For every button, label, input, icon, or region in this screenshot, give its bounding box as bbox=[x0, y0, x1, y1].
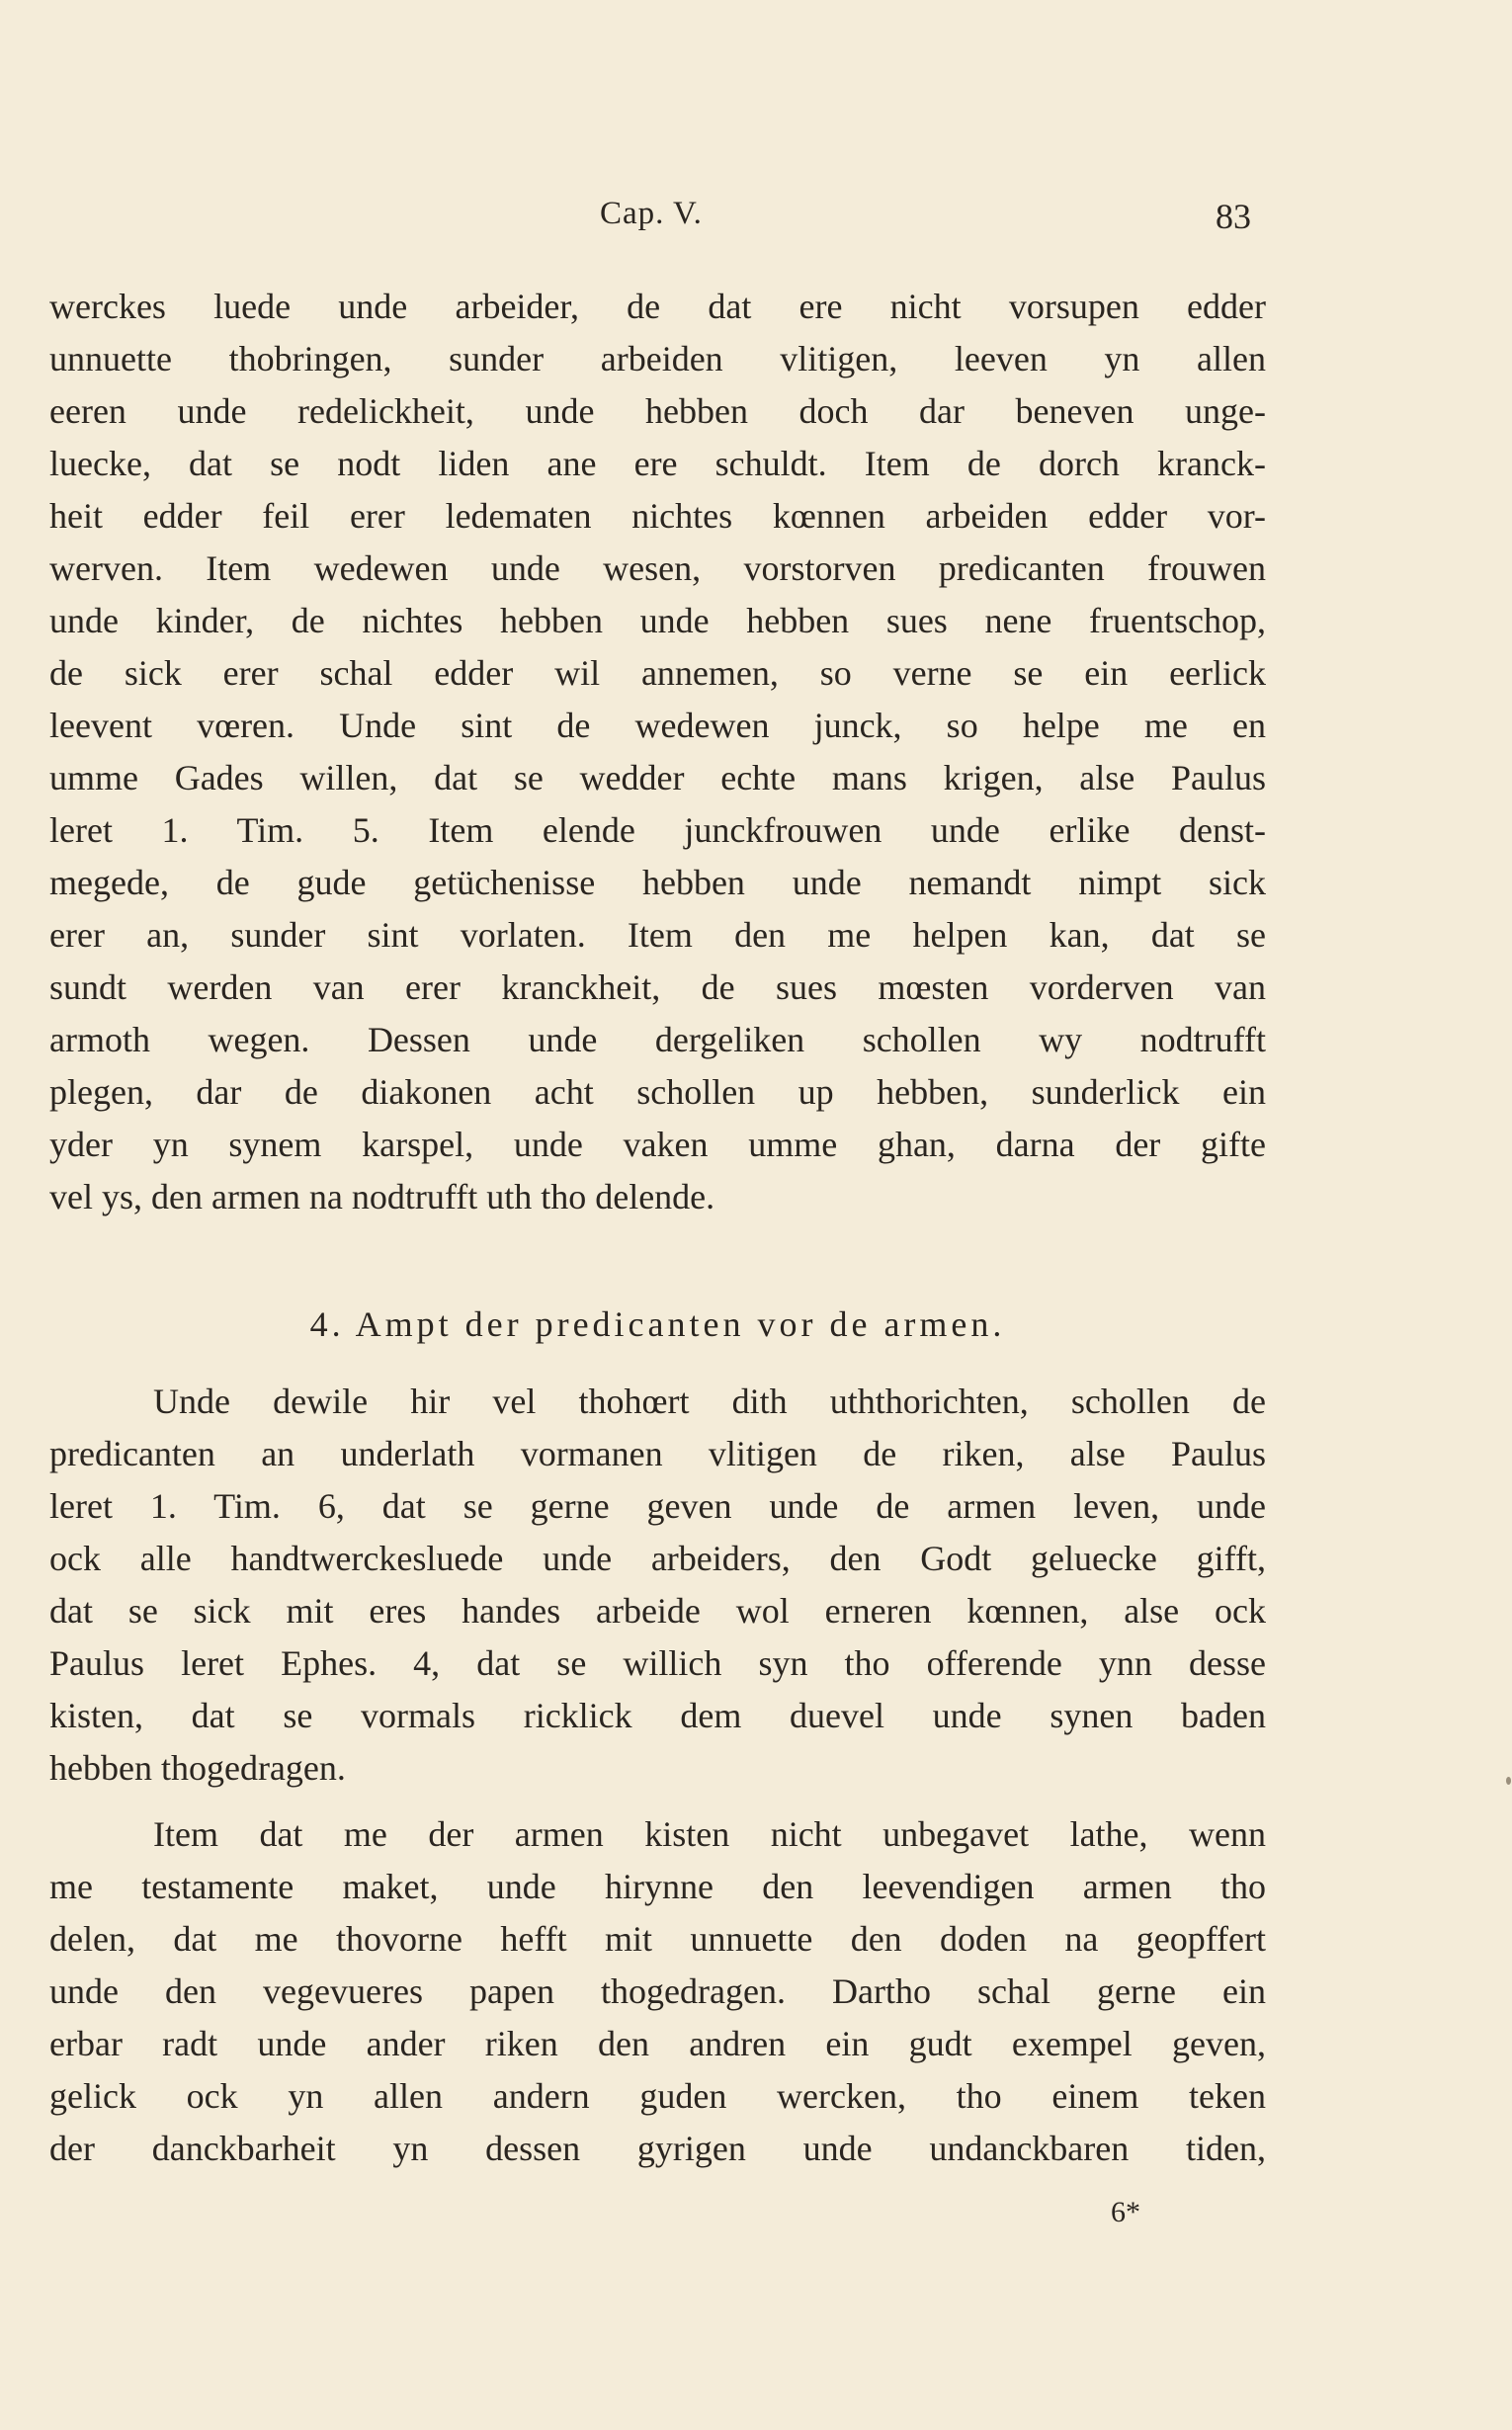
text-line: heit edder feil erer ledematen nichtes kœnnen arbeiden edder vor- bbox=[49, 496, 1266, 536]
text-line: leret 1. Tim. 6, dat se gerne geven unde de armen leven, unde bbox=[49, 1486, 1266, 1526]
text-line: unnuette thobringen, sunder arbeiden vlitigen, leeven yn allen bbox=[49, 339, 1266, 378]
text-line: predicanten an underlath vormanen vlitigen de riken, alse Paulus bbox=[49, 1434, 1266, 1473]
text-line: leevent vœren. Unde sint de wedewen junck, so helpe me en bbox=[49, 706, 1266, 745]
signature-mark: 6* bbox=[1111, 2196, 1140, 2228]
text-line: vel ys, den armen na nodtrufft uth tho delende. bbox=[49, 1177, 715, 1216]
section-heading: 4. Ampt der predicanten vor de armen. bbox=[309, 1304, 1006, 1344]
text-line: erer an, sunder sint vorlaten. Item den me helpen kan, dat se bbox=[49, 915, 1266, 955]
text-line: eeren unde redelickheit, unde hebben doch dar beneven unge- bbox=[49, 391, 1266, 431]
text-line: sundt werden van erer kranckheit, de sues mœsten vorderven van bbox=[49, 967, 1266, 1007]
text-line: de sick erer schal edder wil annemen, so verne se ein eerlick bbox=[49, 653, 1266, 693]
text-line: yder yn synem karspel, unde vaken umme ghan, darna der gifte bbox=[49, 1125, 1266, 1164]
text-line: luecke, dat se nodt liden ane ere schuldt. Item de dorch kranck- bbox=[49, 444, 1266, 483]
text-line: werckes luede unde arbeider, de dat ere nicht vorsupen edder bbox=[49, 287, 1266, 326]
paper-speck bbox=[1506, 1777, 1511, 1785]
page-number: 83 bbox=[1216, 197, 1251, 236]
text-line: leret 1. Tim. 5. Item elende junckfrouwen unde erlike denst- bbox=[49, 810, 1266, 850]
text-line: megede, de gude getüchenisse hebben unde nemandt nimpt sick bbox=[49, 863, 1266, 902]
text-line: unde den vegevueres papen thogedragen. Dartho schal gerne ein bbox=[49, 1971, 1266, 2011]
paragraph-2 bbox=[49, 1376, 1266, 1795]
text-line: Paulus leret Ephes. 4, dat se willich syn tho offerende ynn desse bbox=[49, 1643, 1266, 1683]
text-line: unde kinder, de nichtes hebben unde hebben sues nene fruentschop, bbox=[49, 601, 1266, 640]
paragraph-1 bbox=[49, 281, 1266, 1223]
text-line: armoth wegen. Dessen unde dergeliken schollen wy nodtrufft bbox=[49, 1020, 1266, 1059]
text-line: kisten, dat se vormals ricklick dem duevel unde synen baden bbox=[49, 1696, 1266, 1735]
text-line: umme Gades willen, dat se wedder echte mans krigen, alse Paulus bbox=[49, 758, 1266, 797]
text-line: hebben thogedragen. bbox=[49, 1748, 346, 1788]
running-head: Cap. V. bbox=[600, 196, 703, 231]
text-line: der danckbarheit yn dessen gyrigen unde undanckbaren tiden, bbox=[49, 2129, 1266, 2168]
text-line: ock alle handtwerckesluede unde arbeiders, den Godt geluecke gifft, bbox=[49, 1539, 1266, 1578]
text-line: dat se sick mit eres handes arbeide wol erneren kœnnen, alse ock bbox=[49, 1591, 1266, 1631]
text-line: Item dat me der armen kisten nicht unbegavet lathe, wenn bbox=[153, 1814, 1266, 1854]
text-line: me testamente maket, unde hirynne den leevendigen armen tho bbox=[49, 1867, 1266, 1906]
text-line: gelick ock yn allen andern guden wercken, tho einem teken bbox=[49, 2076, 1266, 2116]
text-line: plegen, dar de diakonen acht schollen up hebben, sunderlick ein bbox=[49, 1072, 1266, 1112]
paragraph-3 bbox=[49, 1808, 1266, 2175]
text-line: erbar radt unde ander riken den andren ein gudt exempel geven, bbox=[49, 2024, 1266, 2063]
text-line: Unde dewile hir vel thohœrt dith uththorichten, schollen de bbox=[153, 1382, 1266, 1421]
text-line: delen, dat me thovorne hefft mit unnuette den doden na geopffert bbox=[49, 1919, 1266, 1959]
text-line: werven. Item wedewen unde wesen, vorstorven predicanten frouwen bbox=[49, 548, 1266, 588]
page-header bbox=[49, 196, 1265, 243]
